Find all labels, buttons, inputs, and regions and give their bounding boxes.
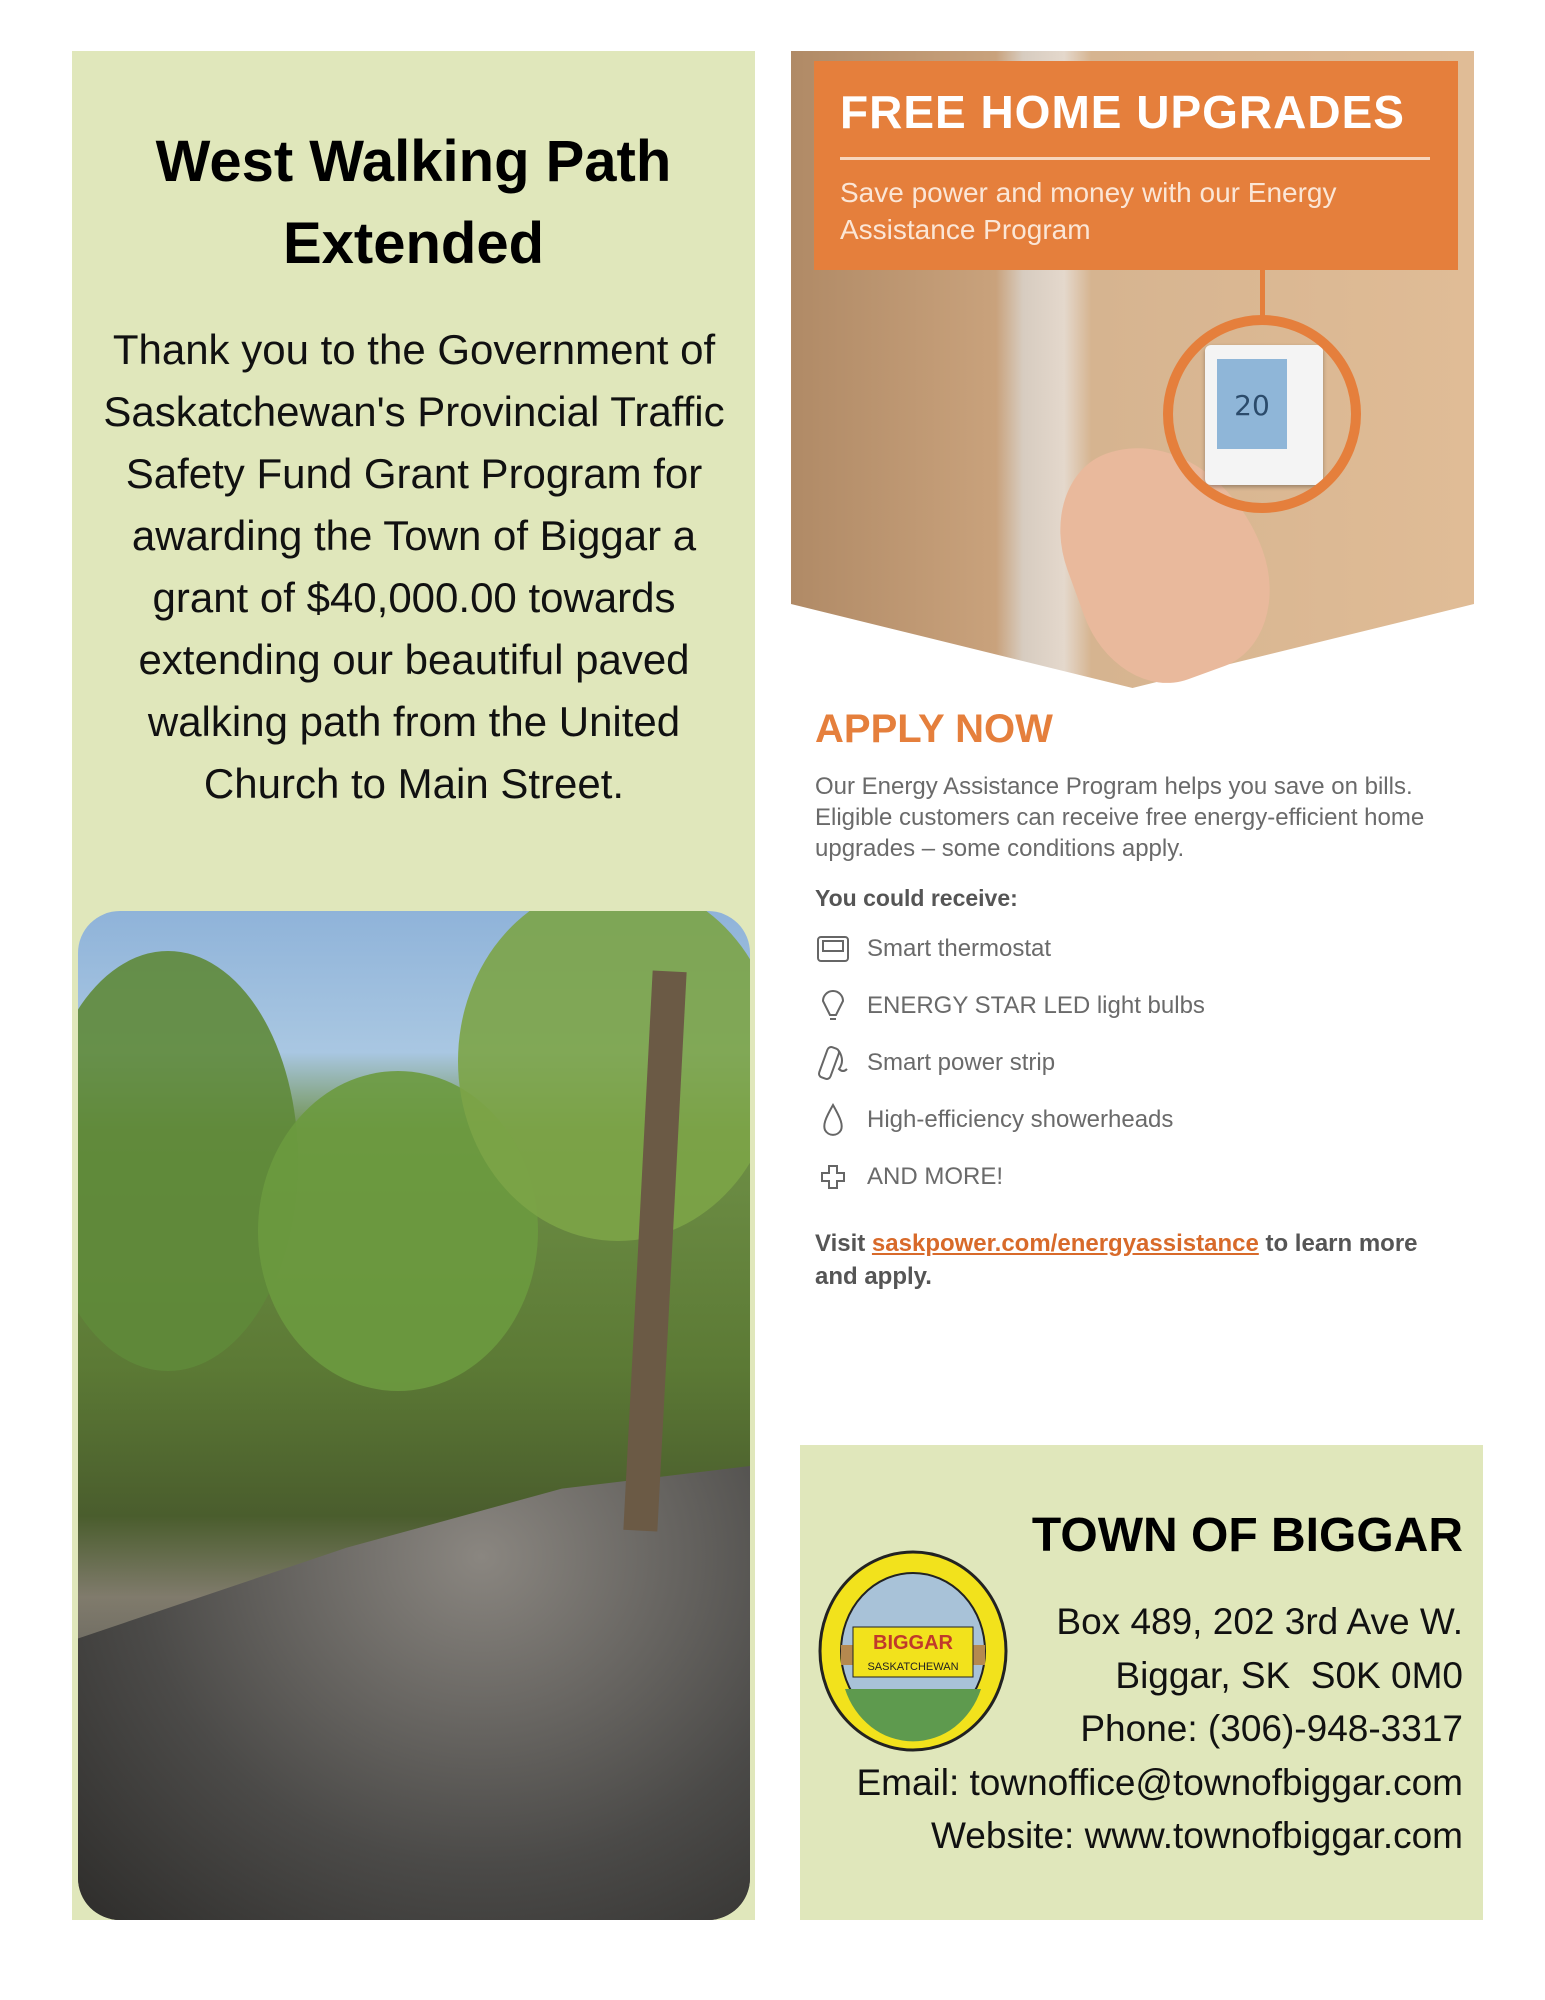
phone[interactable]: Phone: (306)-948-3317 bbox=[1080, 1708, 1463, 1749]
item-label: AND MORE! bbox=[867, 1162, 1004, 1190]
highlight-ring bbox=[1163, 315, 1361, 513]
walking-path-photo bbox=[78, 911, 750, 1920]
article-title bbox=[72, 121, 755, 285]
thermostat-display: 20 bbox=[1217, 359, 1287, 449]
energy-assistance-link[interactable]: saskpower.com/energyassistance bbox=[871, 1230, 1259, 1257]
apply-now-heading: APPLY NOW bbox=[815, 707, 1053, 751]
website[interactable]: Website: www.townofbiggar.com bbox=[931, 1815, 1463, 1856]
thermostat-icon bbox=[815, 931, 851, 967]
visit-text bbox=[815, 1227, 1465, 1293]
upgrade-list bbox=[815, 920, 1465, 1205]
title-line-1: West Walking Path bbox=[155, 129, 672, 194]
divider bbox=[840, 157, 1430, 160]
seal-sub-text: SASKATCHEWAN bbox=[867, 1661, 959, 1673]
list-item bbox=[815, 1148, 1465, 1205]
visit-suffix: to learn more and apply. bbox=[815, 1230, 1418, 1290]
promo-banner bbox=[814, 61, 1458, 270]
item-label: High-efficiency showerheads bbox=[867, 1105, 1174, 1133]
power-strip-icon bbox=[815, 1045, 851, 1081]
item-label: ENERGY STAR LED light bulbs bbox=[867, 991, 1205, 1019]
email[interactable]: Email: townoffice@townofbiggar.com bbox=[856, 1761, 1463, 1803]
apply-section bbox=[815, 705, 1465, 1293]
seal-banner-text: BIGGAR bbox=[873, 1632, 953, 1654]
connector-line bbox=[1260, 270, 1265, 320]
article-body: Thank you to the Government of Saskatchewan's Provincial Traffic Safety Fund Grant Program for awarding the Town of Biggar a grant of $40,000.00 towards extending our beautiful paved walking path from the United Church to Main Street. bbox=[103, 326, 725, 807]
visit-prefix: Visit bbox=[815, 1230, 872, 1257]
list-item bbox=[815, 1091, 1465, 1148]
program-description: Our Energy Assistance Program helps you save on bills. Eligible customers can receive free energy-efficient home upgrades – some conditions apply. bbox=[815, 773, 1425, 862]
city-postal: Biggar, SK S0K 0M0 bbox=[1115, 1654, 1463, 1696]
town-name: TOWN OF BIGGAR bbox=[1031, 1509, 1463, 1562]
item-label: Smart thermostat bbox=[867, 934, 1052, 962]
list-item bbox=[815, 920, 1465, 977]
list-item bbox=[815, 977, 1465, 1034]
water-drop-icon bbox=[815, 1102, 851, 1138]
receive-label: You could receive: bbox=[815, 885, 1018, 911]
promo-headline: FREE HOME UPGRADES bbox=[840, 86, 1405, 138]
walking-path-panel bbox=[72, 51, 755, 1920]
light-bulb-icon bbox=[815, 988, 851, 1024]
plus-icon bbox=[815, 1159, 851, 1195]
contact-panel bbox=[800, 1445, 1483, 1920]
title-line-2: Extended bbox=[282, 211, 545, 276]
address: Box 489, 202 3rd Ave W. bbox=[1056, 1601, 1463, 1642]
contact-details bbox=[856, 1595, 1463, 1863]
promo-subhead: Save power and money with our Energy Assistance Program bbox=[840, 177, 1337, 245]
list-item bbox=[815, 1034, 1465, 1091]
item-label: Smart power strip bbox=[867, 1048, 1056, 1076]
